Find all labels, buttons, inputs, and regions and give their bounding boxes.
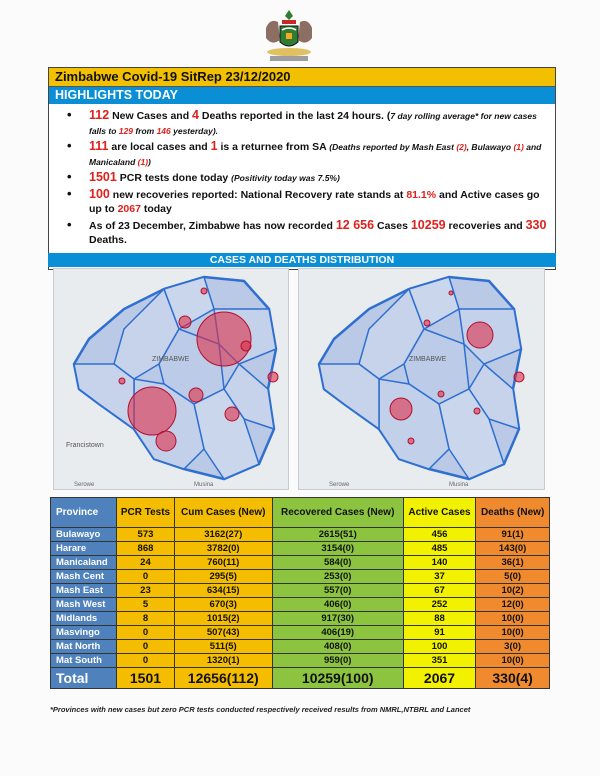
coat-of-arms-icon [258, 6, 320, 64]
table-cell: 37 [403, 570, 475, 584]
table-cell: 3154(0) [272, 542, 403, 556]
table-cell: 917(30) [272, 612, 403, 626]
table-cell: 1015(2) [174, 612, 272, 626]
table-cell: 0 [117, 654, 175, 668]
table-row [51, 626, 550, 640]
table-header-row [51, 498, 550, 528]
map-town-label: Francistown [66, 442, 104, 449]
table-cell: 3(0) [476, 640, 550, 654]
table-cell: 1320(1) [174, 654, 272, 668]
map-country-label: ZIMBABWE [152, 356, 190, 363]
table-cell: 760(11) [174, 556, 272, 570]
province-name: Manicaland [51, 556, 117, 570]
table-cell: 0 [117, 570, 175, 584]
svg-text:Serowe: Serowe [74, 482, 95, 488]
midlands-cases-bubble [189, 388, 203, 402]
highlights-panel [48, 67, 556, 270]
table-total-row [51, 668, 550, 689]
total-cell: 10259(100) [272, 668, 403, 689]
table-cell: 670(3) [174, 598, 272, 612]
highlights-heading: HIGHLIGHTS TODAY [49, 87, 555, 104]
table-cell: 511(5) [174, 640, 272, 654]
total-cell: 12656(112) [174, 668, 272, 689]
bulawayo-deaths-bubble [390, 398, 412, 420]
total-cell: 2067 [403, 668, 475, 689]
table-cell: 10(0) [476, 654, 550, 668]
distribution-heading: CASES AND DEATHS DISTRIBUTION [48, 253, 556, 267]
table-row [51, 584, 550, 598]
midlands-deaths-bubble [438, 391, 444, 397]
table-cell: 143(0) [476, 542, 550, 556]
col-active: Active Cases [403, 498, 475, 528]
mashcent-cases-bubble [201, 288, 207, 294]
col-cum-cases: Cum Cases (New) [174, 498, 272, 528]
table-row [51, 598, 550, 612]
province-name: Masvingo [51, 626, 117, 640]
total-label: Total [51, 668, 117, 689]
svg-text:Serowe: Serowe [329, 482, 350, 488]
bulawayo-cases-bubble [128, 387, 176, 435]
svg-text:Musina: Musina [194, 482, 214, 488]
deaths-map [298, 268, 545, 490]
province-name: Mash Cent [51, 570, 117, 584]
table-cell: 10(2) [476, 584, 550, 598]
table-cell: 584(0) [272, 556, 403, 570]
table-cell: 91 [403, 626, 475, 640]
report-title: Zimbabwe Covid-19 SitRep 23/12/2020 [49, 68, 555, 87]
matnorth-cases-bubble [119, 378, 125, 384]
table-row [51, 612, 550, 626]
table-cell: 253(0) [272, 570, 403, 584]
table-cell: 3162(27) [174, 528, 272, 542]
table-cell: 91(1) [476, 528, 550, 542]
table-cell: 868 [117, 542, 175, 556]
province-table [50, 497, 550, 689]
mashEast-cases-bubble [241, 341, 251, 351]
total-cell: 330(4) [476, 668, 550, 689]
mashwest-cases-bubble [179, 316, 191, 328]
table-cell: 634(15) [174, 584, 272, 598]
table-cell: 5(0) [476, 570, 550, 584]
table-cell: 408(0) [272, 640, 403, 654]
table-cell: 406(19) [272, 626, 403, 640]
table-cell: 557(0) [272, 584, 403, 598]
table-cell: 100 [403, 640, 475, 654]
province-name: Mash West [51, 598, 117, 612]
table-cell: 67 [403, 584, 475, 598]
harare-cases-bubble [197, 312, 251, 366]
table-cell: 295(5) [174, 570, 272, 584]
province-name: Harare [51, 542, 117, 556]
table-cell: 24 [117, 556, 175, 570]
table-cell: 10(0) [476, 626, 550, 640]
matsouth-cases-bubble [156, 431, 176, 451]
table-cell: 573 [117, 528, 175, 542]
col-deaths: Deaths (New) [476, 498, 550, 528]
table-row [51, 640, 550, 654]
manicaland-deaths-bubble [514, 372, 524, 382]
col-province: Province [51, 498, 117, 528]
col-pcr-tests: PCR Tests [117, 498, 175, 528]
highlight-cumulative: • As of 23 December, Zimbabwe has now recorded 12 656 Cases 10259 recoveries and 330 Deaths. [89, 218, 555, 248]
province-name: Mat North [51, 640, 117, 654]
table-cell: 0 [117, 640, 175, 654]
highlight-new-cases: • 112 New Cases and 4 Deaths reported in the last 24 hours. (7 day rolling average* for new cases falls to 129 from 146 yesterday). [89, 108, 555, 138]
mashcent-deaths-bubble [449, 291, 453, 295]
masvingo-deaths-bubble [474, 408, 480, 414]
table-cell: 5 [117, 598, 175, 612]
highlight-pcr-tests: • 1501 PCR tests done today (Positivity today was 7.5%) [89, 170, 555, 186]
table-cell: 507(43) [174, 626, 272, 640]
table-cell: 88 [403, 612, 475, 626]
table-cell: 140 [403, 556, 475, 570]
province-name: Bulawayo [51, 528, 117, 542]
table-body [51, 528, 550, 689]
table-cell: 485 [403, 542, 475, 556]
table-row [51, 542, 550, 556]
manicaland-cases-bubble [268, 372, 278, 382]
col-recovered: Recovered Cases (New) [272, 498, 403, 528]
table-row [51, 528, 550, 542]
table-row [51, 556, 550, 570]
masvingo-cases-bubble [225, 407, 239, 421]
total-cell: 1501 [117, 668, 175, 689]
province-name: Mat South [51, 654, 117, 668]
svg-text:Musina: Musina [449, 482, 469, 488]
table-cell: 351 [403, 654, 475, 668]
table-cell: 8 [117, 612, 175, 626]
table-cell: 406(0) [272, 598, 403, 612]
table-cell: 456 [403, 528, 475, 542]
table-cell: 12(0) [476, 598, 550, 612]
table-row [51, 570, 550, 584]
svg-text:ZIMBABWE: ZIMBABWE [409, 356, 447, 363]
highlight-recoveries: • 100 new recoveries reported: National Recovery rate stands at 81.1% and Active cases go up to 2067 today [89, 187, 555, 217]
table-cell: 959(0) [272, 654, 403, 668]
highlights-list [49, 108, 555, 248]
highlight-local-cases: • 111 are local cases and 1 is a returnee from SA (Deaths reported by Mash East (2), Bulawayo (1) and Manicaland (1)) [89, 139, 555, 169]
table-cell: 2615(51) [272, 528, 403, 542]
table-cell: 0 [117, 626, 175, 640]
table-cell: 252 [403, 598, 475, 612]
footnote: *Provinces with new cases but zero PCR tests conducted respectively received results from NMRL,NTBRL and Lancet [50, 705, 471, 714]
province-name: Mash East [51, 584, 117, 598]
cases-map [53, 268, 289, 490]
table-cell: 10(0) [476, 612, 550, 626]
harare-deaths-bubble [467, 322, 493, 348]
table-cell: 36(1) [476, 556, 550, 570]
table-cell: 3782(0) [174, 542, 272, 556]
matsouth-deaths-bubble [408, 438, 414, 444]
table-row [51, 654, 550, 668]
table-cell: 23 [117, 584, 175, 598]
mashwest-deaths-bubble [424, 320, 430, 326]
province-name: Midlands [51, 612, 117, 626]
